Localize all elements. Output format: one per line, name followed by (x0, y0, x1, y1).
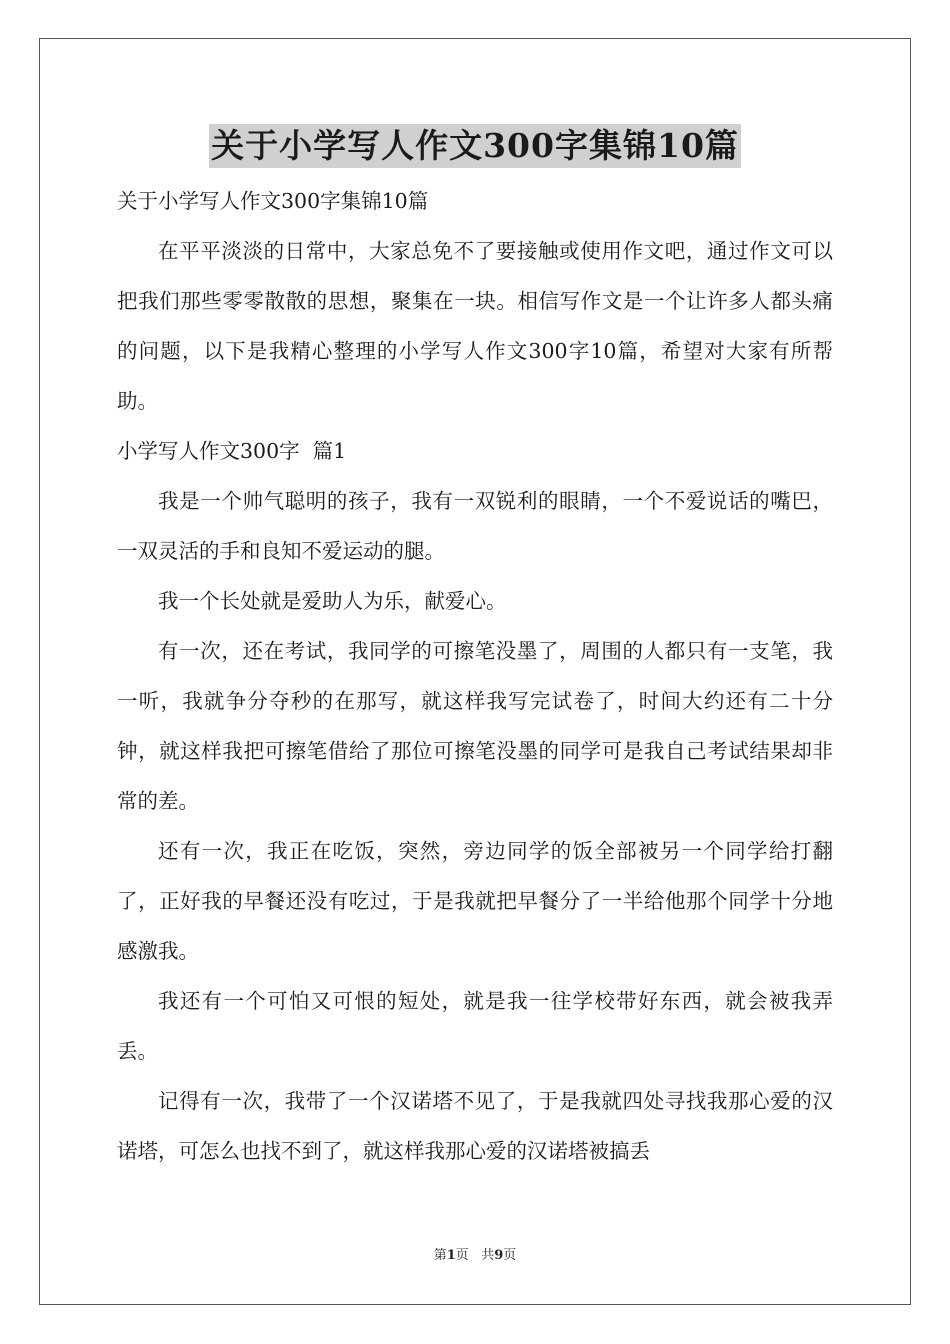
document-subtitle: 关于小学写人作文300字集锦10篇 (117, 189, 429, 213)
page-footer (0, 1244, 950, 1263)
body-paragraph: 还有一次，我正在吃饭，突然，旁边同学的饭全部被另一个同学给打翻了，正好我的早餐还没有吃过，于是我就把早餐分了一半给他那个同学十分地感激我。 (117, 839, 833, 963)
document-title: 关于小学写人作文300字集锦10篇 (209, 124, 741, 168)
page-suffix: 页 (503, 1248, 517, 1263)
page-total: 9 (494, 1248, 504, 1263)
page-mid: 页 共 (455, 1248, 495, 1263)
page-current: 1 (446, 1248, 456, 1263)
body-paragraph: 我是一个帅气聪明的孩子，我有一双锐利的眼睛，一个不爱说话的嘴巴，一双灵活的手和良知不爱运动的腿。 (117, 489, 833, 563)
body-paragraph: 记得有一次，我带了一个汉诺塔不见了，于是我就四处寻找我那心爱的汉诺塔，可怎么也找不到了，就这样我那心爱的汉诺塔被搞丢 (117, 1089, 833, 1163)
body-paragraph: 我还有一个可怕又可恨的短处，就是我一往学校带好东西，就会被我弄丢。 (117, 989, 833, 1063)
page-prefix: 第 (433, 1248, 447, 1263)
section-heading: 小学写人作文300字 篇1 (117, 439, 347, 463)
body-paragraph: 有一次，还在考试，我同学的可擦笔没墨了，周围的人都只有一支笔，我一听，我就争分夺秒的在那写，就这样我写完试卷了，时间大约还有二十分钟，就这样我把可擦笔借给了那位可擦笔没墨的同学可是我自己考试结果却非常的差。 (117, 639, 833, 813)
body-paragraph: 我一个长处就是爱助人为乐，献爱心。 (158, 589, 507, 613)
document-body (117, 176, 833, 1176)
title-container (0, 124, 950, 168)
intro-paragraph: 在平平淡淡的日常中，大家总免不了要接触或使用作文吧，通过作文可以把我们那些零零散散的思想，聚集在一块。相信写作文是一个让许多人都头痛的问题，以下是我精心整理的小学写人作文300字10篇，希望对大家有所帮助。 (117, 239, 833, 413)
